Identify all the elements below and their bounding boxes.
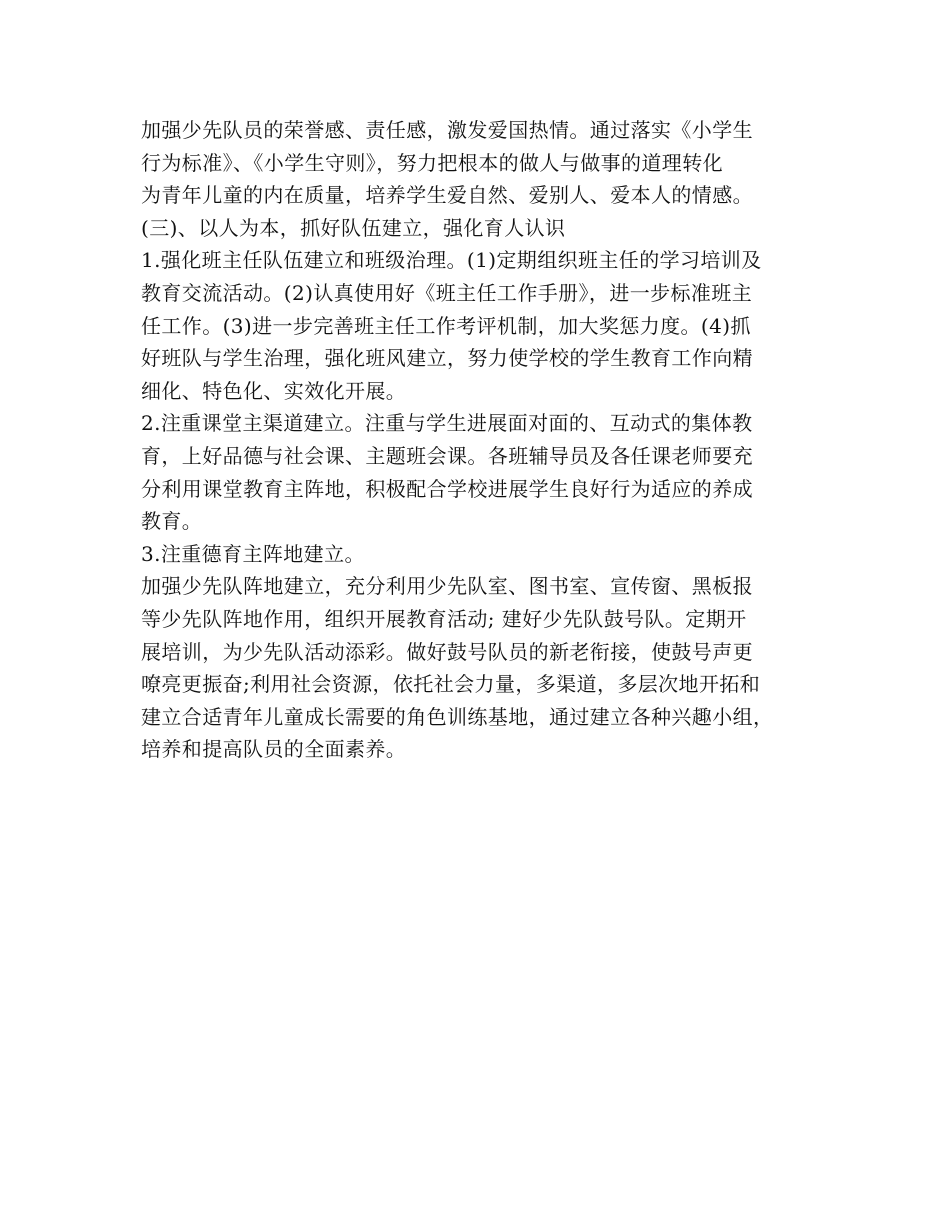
text-line: 3.注重德育主阵地建立。 (141, 541, 365, 566)
text-line: 展培训，为少先队活动添彩。做好鼓号队员的新老衔接，使鼓号声更 (141, 639, 753, 664)
text-line: 育，上好品德与社会课、主题班会课。各班辅导员及各任课老师要充 (141, 443, 753, 468)
text-line: 加强少先队阵地建立，充分利用少先队室、图书室、宣传窗、黑板报 (141, 574, 753, 599)
text-line: 培养和提高队员的全面素养。 (141, 737, 407, 762)
text-line: 分利用课堂教育主阵地，积极配合学校进展学生良好行为适应的养成 (141, 476, 753, 501)
text-line: 好班队与学生治理，强化班风建立，努力使学校的学生教育工作向精 (141, 346, 753, 371)
text-line: 教育。 (141, 509, 203, 534)
text-line: 建立合适青年儿童成长需要的角色训练基地，通过建立各种兴趣小组， (141, 704, 774, 729)
section-heading: (三)、以人为本，抓好队伍建立，强化育人认识 (141, 215, 566, 240)
text-line: 2.注重课堂主渠道建立。注重与学生进展面对面的、互动式的集体教 (141, 411, 753, 436)
text-line: 细化、特色化、实效化开展。 (141, 378, 407, 403)
text-line: 等少先队阵地作用，组织开展教育活动; 建好少先队鼓号队。定期开 (141, 606, 747, 631)
text-line: 1.强化班主任队伍建立和班级治理。(1)定期组织班主任的学习培训及 (141, 248, 762, 273)
text-line: 嘹亮更振奋;利用社会资源，依托社会力量，多渠道，多层次地开拓和 (141, 672, 761, 697)
document-body (141, 114, 831, 766)
text-line: 行为标准》、《小学生守则》，努力把根本的做人与做事的道理转化 (141, 150, 723, 175)
text-line: 教育交流活动。(2)认真使用好《班主任工作手册》，进一步标准班主 (141, 280, 753, 305)
text-line: 加强少先队员的荣誉感、责任感，激发爱国热情。通过落实《小学生 (141, 118, 753, 142)
text-line: 任工作。(3)进一步完善班主任工作考评机制，加大奖惩力度。(4)抓 (141, 313, 751, 338)
text-line: 为青年儿童的内在质量，培养学生爱自然、爱别人、爱本人的情感。 (141, 183, 753, 208)
